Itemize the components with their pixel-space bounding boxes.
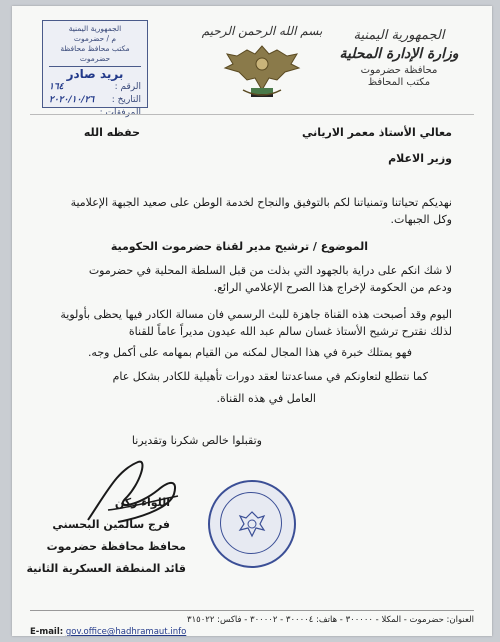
stamp-number-label: الرقم :	[114, 82, 141, 92]
stamp-number-value: ١٦٤	[49, 82, 64, 92]
stamp-date-label: التاريخ :	[111, 95, 141, 105]
office-name: مكتب المحافظ	[367, 77, 431, 88]
signatory-position-1: محافظ محافظة حضرموت	[46, 540, 186, 553]
addressee: معالي الأستاذ معمر الارياني	[302, 126, 452, 139]
addressee-title: وزير الاعلام	[388, 152, 452, 165]
footer-email-link[interactable]: gov.office@hadhramaut.info	[65, 627, 187, 636]
signatory-rank: اللواء ركن	[114, 496, 170, 509]
subject-line: الموضوع / ترشيح مدير لقناة حضرموت الحكومية	[110, 240, 368, 253]
letter-page	[12, 6, 492, 636]
letter-footer	[30, 610, 474, 636]
stamp-country: الجمهورية اليمنية	[68, 24, 122, 33]
paragraph-3: فهو يمتلك خبرة في هذا المجال لمكنه من القيام بمهامه على أكمل وجه.	[87, 346, 412, 359]
closing-line: وتقبلوا خالص شكرنا وتقديرنا	[131, 434, 262, 447]
letterhead-right	[324, 28, 474, 88]
outgoing-mail-stamp	[42, 20, 148, 118]
honorific: حفظه الله	[83, 126, 140, 139]
governorate-name: محافظة حضرموت	[360, 65, 438, 76]
stamp-office: مكتب محافظ محافظة حضرموت	[60, 44, 130, 63]
paragraph-2: اليوم وقد أصبحت هذه القناة جاهزة للبث الرسمي فان مسالة الكادر فيها يحظى بأولوية لذلك نقترح ترشيح الأستاذ غسان سالم عبد الله عيدون مديراً عاماً للقناة	[60, 308, 452, 338]
signatory-name: فرج سالمين البحسني	[52, 518, 170, 531]
national-emblem	[200, 24, 324, 106]
ministry-name: وزارة الإدارة المحلية	[339, 46, 459, 62]
stamp-title: بريد صادر	[49, 66, 141, 81]
greeting-paragraph: نهديكم تحياتنا وتمنياتنا لكم بالتوفيق والنجاح لخدمة الوطن على صعيد الجبهة الإعلامية وكل الجبهات.	[70, 196, 452, 226]
footer-email-label: E-mail:	[30, 627, 64, 636]
country-name: الجمهورية اليمنية	[353, 28, 445, 43]
paragraph-1: لا شك انكم على دراية بالجهود التي بذلت من قبل السلطة المحلية في حضرموت ودعم من الحكومة لإخراج هذا الصرح الإعلامي الرائع.	[88, 264, 452, 294]
stamp-governorate: م / حضرموت	[73, 34, 117, 43]
signatory-position-2: قائد المنطقة العسكرية الثانية	[26, 562, 186, 575]
stamp-attachments-label: المرفقات :	[99, 108, 141, 118]
eagle-emblem-icon	[217, 40, 307, 102]
paragraph-5: العامل في هذه القناة.	[216, 392, 316, 405]
paragraph-4: كما نتطلع لتعاونكم في مساعدتنا لعقد دورات تأهيلية للكادر بشكل عام	[112, 370, 428, 383]
official-seal-icon	[208, 480, 296, 568]
header-divider	[30, 114, 474, 115]
basmala-text: بسم الله الرحمن الرحيم	[201, 24, 323, 38]
stamp-date-value: ٢٠٢٠/١٠/٢٦	[49, 95, 95, 105]
footer-address: العنوان: حضرموت - المكلا - ٣٠٠٠٠٠ - هاتف: ٣٠٠٠٠٤ - ٣٠٠٠٠٢ - فاكس: ٣١٥٠٢٢	[187, 615, 474, 625]
